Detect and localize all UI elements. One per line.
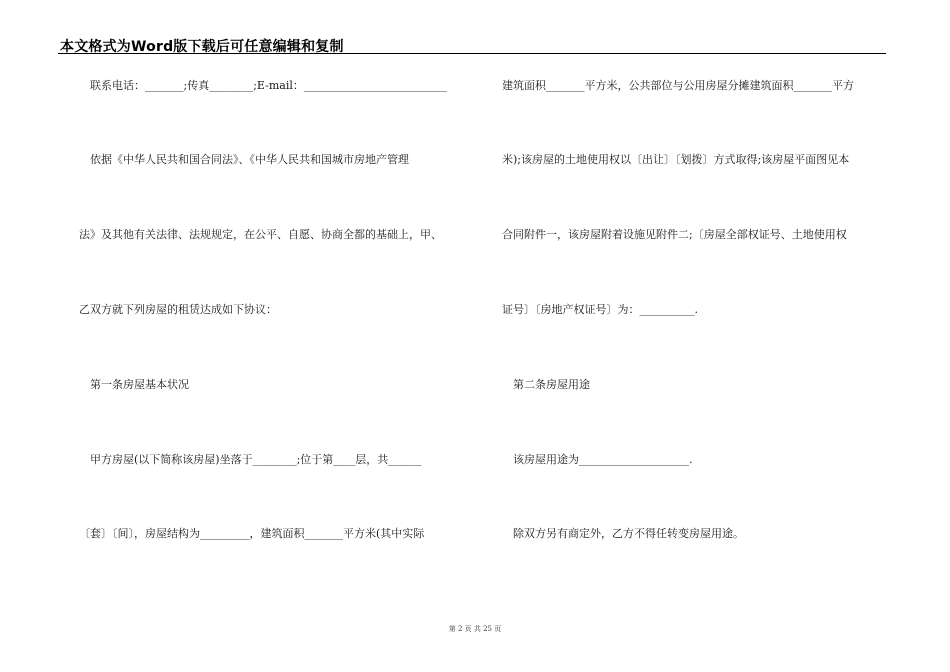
contact-line: 联系电话：_______;传真________;E-mail：__________________________: [90, 79, 447, 92]
paragraph-line: 该房屋用途为____________________.: [513, 453, 693, 466]
paragraph-line: 建筑面积_______平方米，公共部位与公用房屋分摊建筑面积_______平方: [502, 79, 854, 92]
paragraph-line: 甲方房屋(以下简称该房屋)坐落于________;位于第____层，共______: [90, 453, 422, 466]
paragraph-line: 合同附件一，该房屋附着设施见附件二;〔房屋全部权证号、土地使用权: [502, 228, 847, 241]
paragraph-line: 证号〕〔房地产权证号〕为：__________.: [502, 303, 698, 316]
paragraph-line: 乙双方就下列房屋的租赁达成如下协议：: [79, 303, 277, 316]
paragraph-line: 依据《中华人民共和国合同法》、《中华人民共和国城市房地产管理: [90, 153, 409, 166]
paragraph-line: 〔套〕〔间〕，房屋结构为_________，建筑面积_______平方米(其中实际: [79, 527, 425, 540]
section-heading: 第一条房屋基本状况: [90, 378, 189, 391]
paragraph-line: 米);该房屋的土地使用权以〔出让〕〔划拨〕方式取得;该房屋平面图见本: [502, 153, 850, 166]
paragraph-line: 法》及其他有关法律、法规规定，在公平、自愿、协商全都的基础上，甲、: [79, 228, 442, 241]
paragraph-line: 除双方另有商定外，乙方不得任转变房屋用途。: [513, 527, 744, 540]
page-number-footer: 第 2 页 共 25 页: [448, 625, 502, 633]
section-heading: 第二条房屋用途: [513, 378, 590, 391]
document-header-title: 本文格式为Word版下载后可任意编辑和复制: [60, 39, 344, 55]
header-divider: [58, 53, 886, 54]
